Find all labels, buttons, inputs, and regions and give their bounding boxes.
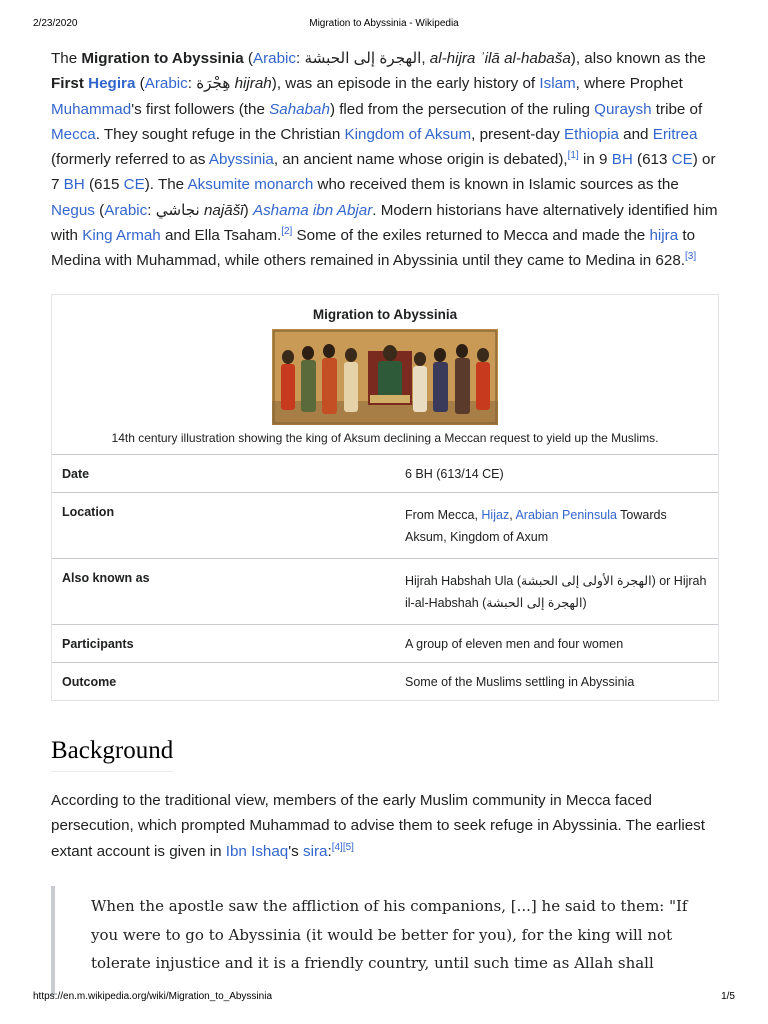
infobox-value: A group of eleven men and four women <box>405 636 624 651</box>
link-bh[interactable]: BH <box>63 176 85 194</box>
section-heading-background: Background <box>51 737 173 772</box>
text: ( <box>243 50 253 67</box>
text: Towards Aksum, Kingdom of Axum <box>405 507 667 544</box>
arabic-text: هِجْرَة <box>196 75 231 93</box>
text: , present-day <box>471 125 565 143</box>
infobox-label: Also known as <box>62 570 150 585</box>
link-hijaz[interactable]: Hijaz <box>481 507 510 522</box>
text: . They sought refuge in the Christian <box>95 125 345 143</box>
link-muhammad[interactable]: Muhammad <box>51 100 132 118</box>
text: ), was an episode in the early history of <box>271 75 540 93</box>
blockquote: When the apostle saw the affliction of his companions, [...] he said to them: "If you were to go to Abyssinia (it would be better for you), for the king will not tolerate injustice and it is a friendly country, until such time as Allah shall <box>51 886 719 996</box>
link-ethiopia[interactable]: Ethiopia <box>564 125 619 143</box>
link-arabic[interactable]: Arabic <box>104 201 148 219</box>
article-content <box>51 46 719 996</box>
text: to Medina with Muhammad, while others remained in Abyssinia until they came to Medina in 628. <box>51 227 696 270</box>
text: ) <box>243 201 253 219</box>
text: : <box>327 842 332 860</box>
text: 's first followers (the <box>131 100 270 118</box>
text: : <box>296 50 305 67</box>
text: and Ella Tsaham. <box>160 227 282 245</box>
print-footer <box>33 991 735 1002</box>
transliteration: al-hijra ʾilā al-habaša <box>429 50 571 67</box>
infobox-row-location <box>52 492 718 558</box>
infobox-label: Location <box>62 504 115 519</box>
link-arabic[interactable]: Arabic <box>252 50 297 67</box>
text: Hijrah Habshah Ula ( <box>405 573 522 588</box>
text: : <box>147 201 156 219</box>
infobox-row-participants <box>52 624 718 662</box>
link-negus[interactable]: Negus <box>51 201 95 219</box>
text: ) or Hijrah il-al-Habshah ( <box>405 573 707 610</box>
print-date: 2/23/2020 <box>33 18 78 29</box>
article-subject-bold: Migration to Abyssinia <box>81 50 244 67</box>
link-abyssinia[interactable]: Abyssinia <box>208 151 274 169</box>
arabic-text: نجاشي <box>155 201 200 219</box>
text: ) fled from the persecution of the ruling <box>329 100 595 118</box>
link-ibn-ishaq[interactable]: Ibn Ishaq <box>225 842 289 860</box>
text: From Mecca, <box>405 507 482 522</box>
link-arabian-peninsula[interactable]: Arabian Peninsula <box>515 507 617 522</box>
lead-paragraph <box>51 46 719 274</box>
reference-3[interactable]: [3] <box>684 251 697 263</box>
text: (615 <box>84 176 124 194</box>
text: ( <box>135 75 145 93</box>
text: who received them is known in Islamic sources as the <box>313 176 679 194</box>
arabic-text: الهجرة إلى الحبشة <box>304 50 422 67</box>
link-kingdom-of-aksum[interactable]: Kingdom of Aksum <box>344 125 472 143</box>
print-header <box>33 18 735 29</box>
reference-1[interactable]: [1] <box>567 150 579 162</box>
infobox-value: 6 BH (613/14 CE) <box>405 466 504 481</box>
reference-2[interactable]: [2] <box>281 226 293 238</box>
text: (613 <box>632 151 672 169</box>
text: , where Prophet <box>575 75 683 93</box>
infobox-value <box>405 558 718 624</box>
transliteration: najāšī <box>203 201 244 219</box>
link-ashama-ibn-abjar[interactable] <box>253 202 372 219</box>
transliteration: hijrah <box>234 75 272 93</box>
text: , an ancient name whose origin is debated), <box>273 151 568 169</box>
link-hijra[interactable]: hijra <box>649 227 679 245</box>
text: (formerly referred to as <box>51 151 209 169</box>
infobox <box>51 294 719 701</box>
link-bh[interactable]: BH <box>611 151 633 169</box>
text: tribe of <box>651 100 703 118</box>
sahabah-italic: Sahabah <box>269 100 330 118</box>
text: . Modern historians have alternatively identified him with <box>51 201 718 245</box>
link-hegira[interactable] <box>88 75 135 92</box>
infobox-row-outcome <box>52 662 718 700</box>
text: ). The <box>144 176 188 194</box>
text: Some of the exiles returned to Mecca and made the <box>292 227 650 245</box>
infobox-value <box>405 492 718 558</box>
text: ( <box>94 201 105 219</box>
hegira-bold: Hegira <box>88 75 136 93</box>
arabic-text: الهجرة الأولى إلى الحبشة <box>521 573 652 588</box>
infobox-value: Some of the Muslims settling in Abyssinia <box>405 674 635 689</box>
link-ce[interactable]: CE <box>671 151 693 169</box>
reference-4[interactable]: [4] <box>331 841 343 853</box>
infobox-table <box>52 454 718 700</box>
infobox-label: Outcome <box>62 674 117 689</box>
ashama-italic: Ashama ibn Abjar <box>252 201 373 219</box>
link-king-armah[interactable]: King Armah <box>82 227 161 245</box>
text: in 9 <box>578 151 612 169</box>
text: : <box>187 75 197 93</box>
arabic-text: الهجرة إلى الحبشة <box>486 595 583 610</box>
infobox-title: Migration to Abyssinia <box>312 306 458 322</box>
first-bold: First <box>51 75 89 93</box>
text: According to the traditional view, members of the early Muslim community in Mecca faced persecution, which prompted Muhammad to advise them to seek refuge in Abyssinia. The earliest extant account is given in <box>51 791 705 860</box>
text: and <box>618 125 653 143</box>
print-page-number: 1/5 <box>721 991 735 1002</box>
text: 's <box>288 842 303 860</box>
text: ) <box>582 595 587 610</box>
text: ), also known as the <box>570 50 706 67</box>
link-islam[interactable]: Islam <box>539 75 576 93</box>
print-url: https://en.m.wikipedia.org/wiki/Migration_to_Abyssinia <box>33 991 272 1002</box>
infobox-row-date <box>52 454 718 492</box>
infobox-illustration[interactable] <box>272 329 498 425</box>
text: The <box>51 50 82 67</box>
infobox-image-wrap <box>52 329 718 425</box>
background-paragraph <box>51 788 719 865</box>
link-arabic[interactable]: Arabic <box>144 75 188 93</box>
link-quraysh[interactable]: Quraysh <box>594 100 652 118</box>
link-eritrea[interactable]: Eritrea <box>652 125 698 143</box>
text: ) or 7 <box>51 151 716 194</box>
print-page-title: Migration to Abyssinia - Wikipedia <box>309 18 459 29</box>
infobox-row-also-known-as <box>52 558 718 624</box>
text: , <box>509 507 516 522</box>
link-sira[interactable]: sira <box>302 842 328 860</box>
link-aksumite-monarch[interactable]: Aksumite monarch <box>187 176 314 194</box>
link-ce[interactable]: CE <box>123 176 145 194</box>
infobox-label: Participants <box>62 636 134 651</box>
infobox-caption: 14th century illustration showing the king of Aksum declining a Meccan request to yield up the Muslims. <box>111 430 659 445</box>
link-mecca[interactable]: Mecca <box>51 125 96 143</box>
reference-5[interactable]: [5] <box>342 841 354 853</box>
link-sahabah[interactable] <box>269 101 330 118</box>
infobox-label: Date <box>62 466 90 481</box>
text: , <box>421 50 430 67</box>
